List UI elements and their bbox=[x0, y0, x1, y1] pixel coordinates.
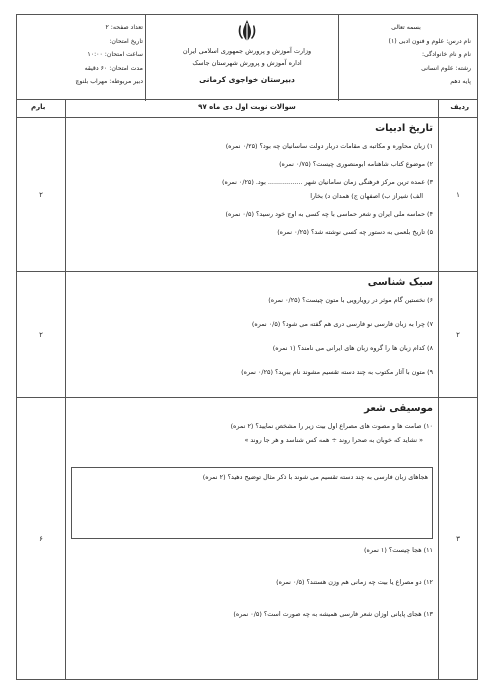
question-3: ۳) عمده ترین مرکز فرهنگی زمان سامانیان شهر ................. بود. (۰/۲۵ نمره) bbox=[222, 178, 433, 186]
section-heading: سبک شناسی bbox=[367, 277, 433, 288]
header-middle-block bbox=[147, 19, 347, 87]
question-6: ۶) نخستین گام موثر در رویارویی با متون چیست؟ (۰/۲۵ نمره) bbox=[268, 296, 433, 304]
exam-header bbox=[16, 14, 478, 100]
exam-title: سوالات نوبت اول دی ماه ۹۷ bbox=[198, 103, 296, 111]
section-literary-history bbox=[16, 118, 478, 272]
question-11: ۱۱) هجا چیست؟ (۱ نمره) bbox=[364, 546, 433, 554]
question-12: ۱۲) دو مصراع یا بیت چه زمانی هم وزن هستند؟ (۰/۵ نمره) bbox=[276, 578, 433, 586]
question-10: ۱۰) صامت ها و مصوت های مصراع اول بیت زیر را مشخص نمایید؟ (۲ نمره) bbox=[230, 422, 433, 430]
question-2: ۲) موضوع کتاب شاهنامه ابومنصوری چیست؟ (۰/۷۵ نمره) bbox=[279, 160, 433, 168]
iran-emblem-icon bbox=[236, 19, 258, 43]
section-body bbox=[65, 398, 439, 679]
student-name-field: نام و نام خانوادگی: bbox=[421, 51, 471, 58]
questions-title-bar bbox=[16, 100, 478, 118]
course-name: نام درس: علوم و فنون ادبی (۱) bbox=[388, 37, 471, 45]
question-1: ۱) زبان محاوره و مکاتبه ی مقامات دربار دولت ساسانیان چه بود؟ (۰/۲۵ نمره) bbox=[225, 142, 433, 150]
ministry-line: وزارت آموزش و پرورش جمهوری اسلامی ایران bbox=[182, 47, 312, 55]
question-13: ۱۳) هجای پایانی اوزان شعر فارسی همیشه به چه صورت است؟ (۰/۵ نمره) bbox=[233, 610, 433, 618]
grade-level: پایه دهم bbox=[450, 78, 471, 85]
question-7: ۷) چرا به زبان فارسی نو فارسی دری هم گفته می شود؟ (۰/۵ نمره) bbox=[251, 320, 433, 328]
section-heading: موسیقی شعر bbox=[364, 403, 433, 414]
section-heading: تاریخ ادبیات bbox=[375, 123, 433, 134]
score-column-label: بارم bbox=[31, 103, 46, 111]
syllable-question-box bbox=[71, 467, 433, 539]
teacher-name: دبیر مربوطه: مهراب بلنوچ bbox=[75, 78, 143, 85]
section-row-number: ۳ bbox=[438, 398, 477, 679]
question-3-options: الف) شیراز ب) اصفهان ج) همدان د) بخارا bbox=[310, 192, 423, 200]
poem-verse: « نشاید که خوبان به صحرا روند ÷ همه کس شناسد و هر جا روند » bbox=[244, 436, 423, 444]
section-stylistics bbox=[16, 272, 478, 398]
header-left-block bbox=[23, 21, 143, 89]
section-row-number: ۱ bbox=[438, 118, 477, 271]
department-line: اداره آموزش و پرورش شهرستان جاسک bbox=[192, 59, 302, 67]
section-score: ۲ bbox=[17, 272, 66, 397]
page-count: تعداد صفحه: ۲ bbox=[105, 24, 143, 31]
header-right-block bbox=[341, 21, 471, 89]
exam-page bbox=[16, 14, 478, 680]
section-body bbox=[65, 118, 439, 271]
exam-time: ساعت امتحان: ۱۰:۰۰ bbox=[87, 51, 143, 58]
syllable-types-question: هجاهای زبان فارسی به چند دسته تقسیم می شوند با ذکر مثال توضیح دهید؟ (۲ نمره) bbox=[202, 473, 428, 481]
exam-duration: مدت امتحان: ۶۰ دقیقه bbox=[84, 64, 143, 72]
exam-date: تاریخ امتحان: bbox=[109, 37, 143, 45]
basmala: بسمه تعالی bbox=[391, 24, 421, 31]
title-divider-left bbox=[65, 100, 66, 118]
school-name: دبیرستان خواجوی کرمانی bbox=[199, 75, 295, 84]
section-score: ۶ bbox=[17, 398, 66, 679]
header-divider-left bbox=[145, 15, 146, 101]
row-column-label: ردیف bbox=[450, 103, 469, 111]
section-poetry-music bbox=[16, 398, 478, 680]
question-5: ۵) تاریخ بلعمی به دستور چه کسی نوشته شد؟ (۰/۲۵ نمره) bbox=[277, 228, 433, 236]
question-9: ۹) متون با آثار مکتوب به چند دسته تقسیم مشوند نام ببرید؟ (۰/۲۵ نمره) bbox=[241, 368, 433, 376]
section-score: ۲ bbox=[17, 118, 66, 271]
question-8: ۸) کدام زبان ها را گروه زبان های ایرانی می نامند؟ (۱ نمره) bbox=[272, 344, 433, 352]
major: رشته: علوم انسانی bbox=[421, 64, 471, 72]
section-row-number: ۲ bbox=[438, 272, 477, 397]
question-4: ۴) حماسه ملی ایران و شعر حماسی با چه کسی به اوج خود رسید؟ (۰/۵ نمره) bbox=[225, 210, 433, 218]
section-body bbox=[65, 272, 439, 397]
